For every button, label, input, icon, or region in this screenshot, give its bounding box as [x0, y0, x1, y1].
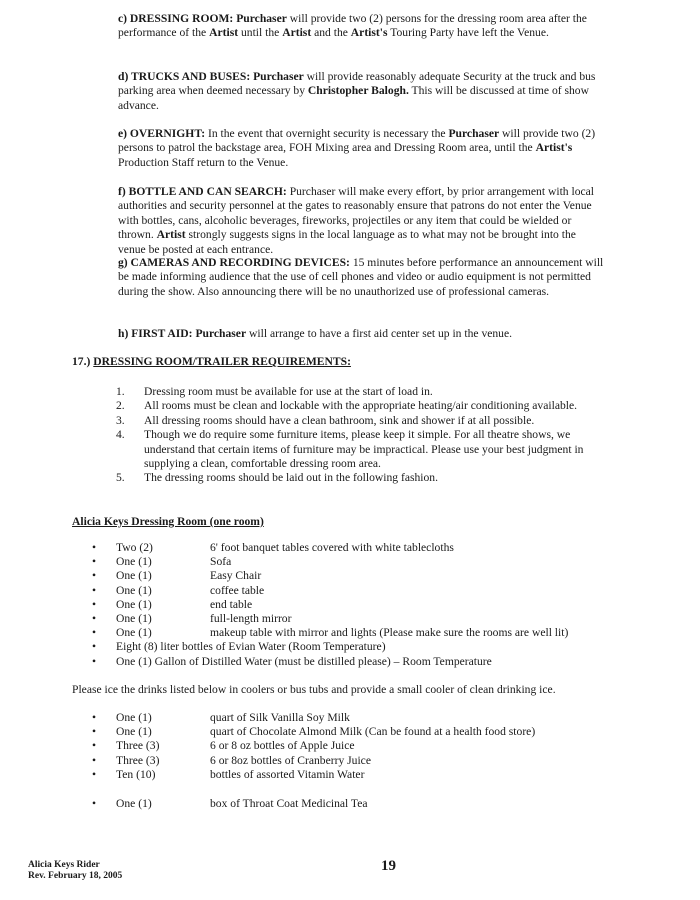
- item-quantity: One (1): [116, 711, 152, 724]
- list-number: 3.: [116, 413, 125, 427]
- list-text: All dressing rooms should have a clean bathroom, sink and shower if at all possible.: [144, 413, 535, 427]
- bullet: •: [92, 711, 97, 724]
- item-quantity: Ten (10): [116, 767, 156, 781]
- item-quantity: Two (2): [116, 541, 153, 554]
- item-description: makeup table with mirror and lights (Please make sure the rooms are well lit): [210, 626, 569, 640]
- section-17-heading: [72, 355, 351, 369]
- bold-term: Artist: [282, 26, 312, 40]
- item-description: quart of Silk Vanilla Soy Milk: [210, 711, 350, 724]
- bullet: •: [92, 640, 97, 654]
- list-item: [92, 754, 612, 768]
- section-c-dressing-room: c) DRESSING ROOM: Purchaser will provide two (2) persons for the dressing room area after the performance of the Artist until the Artist and the Artist's Touring Party have left the Venue.: [118, 12, 587, 40]
- bullet: •: [92, 725, 97, 739]
- bullet: •: [92, 753, 97, 767]
- bullet: •: [92, 654, 97, 668]
- item-description: 6' foot banquet tables covered with white tablecloths: [210, 541, 454, 554]
- item-description: Sofa: [210, 555, 232, 569]
- list-item: [92, 711, 612, 725]
- bold-term: Purchaser: [448, 127, 500, 140]
- list-item: [92, 598, 612, 612]
- tea-list: [92, 797, 612, 811]
- section-label: g) CAMERAS AND RECORDING DEVICES:: [118, 256, 350, 269]
- list-item: [92, 768, 612, 782]
- section-d-trucks-and-buses: d) TRUCKS AND BUSES: Purchaser will provide reasonably adequate Security at the truck and bus parking area when deemed necessary by Christopher Balogh. This will be discussed at time of show advance.: [118, 70, 596, 112]
- list-item: [92, 725, 612, 739]
- bold-term: Purchaser: [253, 70, 304, 83]
- list-item: [116, 414, 606, 428]
- item-quantity: One (1): [116, 569, 152, 583]
- list-item: [92, 612, 612, 626]
- footer-revision: Rev. February 18, 2005: [28, 871, 123, 881]
- bold-term: Purchaser: [195, 327, 247, 340]
- item-description: One (1) Gallon of Distilled Water (must be distilled please) – Room Temperature: [116, 654, 492, 668]
- list-item: [92, 739, 612, 753]
- section-label: d) TRUCKS AND BUSES:: [118, 70, 251, 83]
- item-quantity: One (1): [116, 597, 152, 611]
- list-text: All rooms must be clean and lockable with the appropriate heating/air conditioning available.: [144, 399, 578, 413]
- item-quantity: One (1): [116, 725, 152, 739]
- list-item: [92, 640, 612, 654]
- dressing-room-heading: Alicia Keys Dressing Room (one room): [72, 515, 264, 528]
- item-description: coffee table: [210, 583, 265, 597]
- bullet: •: [92, 797, 97, 810]
- item-description: end table: [210, 597, 253, 611]
- list-item: [116, 471, 606, 485]
- item-quantity: Three (3): [116, 753, 160, 767]
- page-number: 19: [381, 858, 396, 874]
- bullet: •: [92, 583, 97, 597]
- numbered-list: [116, 385, 606, 486]
- bold-term: Artist: [209, 26, 239, 40]
- item-quantity: One (1): [116, 797, 152, 810]
- list-item: [92, 797, 612, 811]
- item-description: Easy Chair: [210, 569, 262, 583]
- dressing-room-items: [92, 541, 612, 669]
- section-label: e) OVERNIGHT:: [118, 127, 206, 140]
- item-description: box of Throat Coat Medicinal Tea: [210, 797, 368, 810]
- bold-term: Artist: [156, 228, 186, 242]
- bullet: •: [92, 611, 97, 625]
- ice-note: Please ice the drinks listed below in coolers or bus tubs and provide a small cooler of clean drinking ice.: [72, 683, 556, 696]
- list-number: 1.: [116, 385, 125, 398]
- bold-term: Artist's: [535, 141, 573, 155]
- list-item: [92, 555, 612, 569]
- list-text: Though we do require some furniture items, please keep it simple. For all theatre shows, we understand that certain items of furniture may be impractical. Please use your best judgment in supplying a clean, comfortable dressing room area.: [144, 428, 584, 471]
- list-item: [116, 428, 606, 471]
- bold-term: Artist's: [350, 26, 388, 40]
- section-g-cameras-and-recording: g) CAMERAS AND RECORDING DEVICES: 15 minutes before performance an announcement will be made informing audience that the use of cell phones and video or audio equipment is not permitted during the show. Also announcing there will be no unauthorized use of professional cameras.: [118, 256, 604, 298]
- list-item: [92, 655, 612, 669]
- section-label: h) FIRST AID:: [118, 327, 193, 340]
- list-text: The dressing rooms should be laid out in the following fashion.: [144, 471, 438, 485]
- bold-term: Christopher Balogh.: [307, 84, 409, 98]
- item-quantity: One (1): [116, 583, 152, 597]
- item-description: Eight (8) liter bottles of Evian Water (Room Temperature): [116, 640, 386, 654]
- drinks-list: [92, 711, 612, 782]
- section-f-bottle-and-can-search: f) BOTTLE AND CAN SEARCH: Purchaser will make every effort, by prior arrangement with local authorities and security personnel at the gates to reasonably ensure that patrons do not enter the Venue with bottles, cans, alcoholic beverages, fireworks, projectiles or any item that could be wielded or thrown. Artist strongly suggests signs in the local language as to what may not be brought into the venue be posted at each entrance.: [118, 185, 595, 256]
- list-text: Dressing room must be available for use at the start of load in.: [144, 385, 433, 398]
- bullet: •: [92, 739, 97, 753]
- list-item: [92, 541, 612, 555]
- list-item: [116, 399, 606, 413]
- section-17-title: DRESSING ROOM/TRAILER REQUIREMENTS:: [93, 355, 351, 368]
- footer-title: Alicia Keys Rider: [28, 860, 100, 870]
- list-item: [92, 569, 612, 583]
- bullet: •: [92, 569, 97, 583]
- section-e-overnight: e) OVERNIGHT: In the event that overnight security is necessary the Purchaser will provide two (2) persons to patrol the backstage area, FOH Mixing area and Dressing Room area, until the Artist's Production Staff return to the Venue.: [118, 127, 596, 169]
- item-description: 6 or 8 oz bottles of Apple Juice: [210, 739, 355, 753]
- list-item: [92, 626, 612, 640]
- item-quantity: One (1): [116, 626, 152, 640]
- section-17-number: 17.): [72, 355, 91, 368]
- item-quantity: One (1): [116, 555, 152, 569]
- bullet: •: [92, 626, 97, 640]
- item-quantity: Three (3): [116, 739, 160, 753]
- item-description: full-length mirror: [210, 611, 292, 625]
- item-description: quart of Chocolate Almond Milk (Can be found at a health food store): [210, 725, 536, 739]
- list-item: [116, 385, 606, 399]
- list-number: 2.: [116, 399, 125, 413]
- list-item: [92, 584, 612, 598]
- list-number: 5.: [116, 471, 125, 485]
- bullet: •: [92, 541, 97, 554]
- list-number: 4.: [116, 428, 125, 442]
- footer: [28, 860, 122, 882]
- item-description: bottles of assorted Vitamin Water: [210, 767, 365, 781]
- item-description: 6 or 8oz bottles of Cranberry Juice: [210, 753, 371, 767]
- section-label: c) DRESSING ROOM:: [118, 12, 234, 25]
- bullet: •: [92, 767, 97, 781]
- bullet: •: [92, 597, 97, 611]
- bold-term: Purchaser: [236, 12, 287, 25]
- section-h-first-aid: h) FIRST AID: Purchaser will arrange to have a first aid center set up in the venue.: [118, 327, 513, 340]
- section-label: f) BOTTLE AND CAN SEARCH:: [118, 185, 287, 198]
- bullet: •: [92, 555, 97, 569]
- item-quantity: One (1): [116, 611, 152, 625]
